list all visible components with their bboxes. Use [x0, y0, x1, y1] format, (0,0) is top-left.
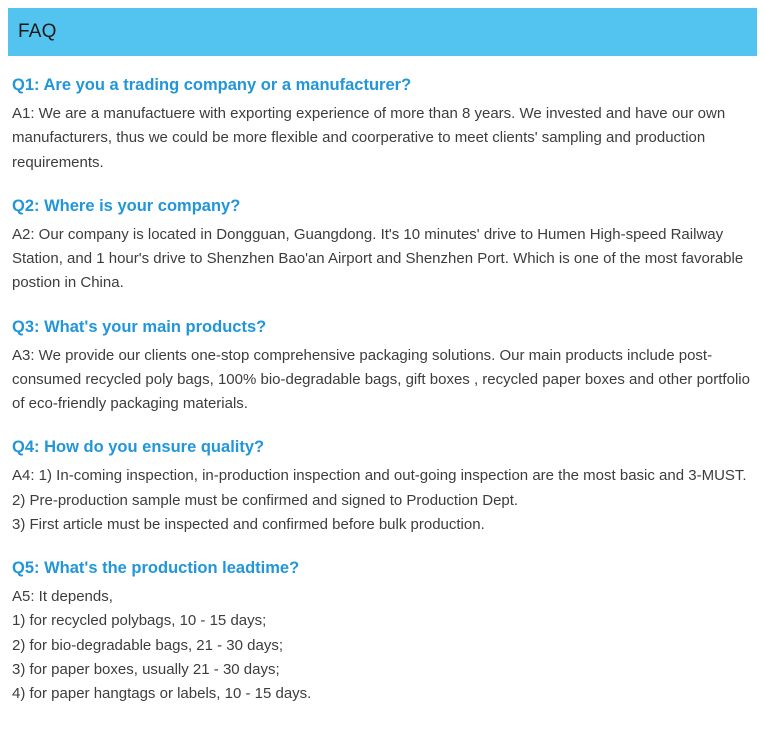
faq-answer	[12, 464, 751, 537]
faq-answer-line: 2) for bio-degradable bags, 21 - 30 days;	[12, 636, 284, 654]
faq-answer-line: 3) First article must be inspected and confirmed before bulk production.	[12, 515, 485, 533]
faq-content	[0, 56, 765, 707]
faq-item	[12, 74, 751, 175]
faq-item	[12, 195, 751, 296]
faq-answer	[12, 102, 751, 175]
faq-question: Q1: Are you a trading company or a manufacturer?	[12, 76, 412, 94]
faq-item	[12, 436, 751, 537]
faq-answer-line: 1) for recycled polybags, 10 - 15 days;	[12, 612, 267, 630]
faq-question: Q4: How do you ensure quality?	[12, 438, 265, 457]
faq-header-bar	[8, 8, 757, 56]
faq-page	[0, 8, 765, 756]
faq-answer-line: A5: It depends,	[12, 588, 113, 606]
faq-answer	[12, 344, 751, 417]
faq-answer-line: A2: Our company is located in Dongguan, Guangdong. It's 10 minutes' drive to Humen High-speed Railway Station, and 1 hour's drive to Shenzhen Bao'an Airport and Shenzhen Port. Which is one of the most favorable postion in China.	[12, 225, 744, 292]
faq-item	[12, 557, 751, 706]
faq-answer-line: A3: We provide our clients one-stop comprehensive packaging solutions. Our main products include post-consumed recycled poly bags, 100% bio-degradable bags, gift boxes , recycled paper boxes and other portfolio of eco-friendly packaging materials.	[12, 346, 750, 413]
page-title: FAQ	[18, 21, 57, 42]
faq-item	[12, 316, 751, 417]
faq-answer-line: A4: 1) In-coming inspection, in-production inspection and out-going inspection are the most basic and 3-MUST.	[12, 467, 747, 485]
faq-question: Q3: What's your main products?	[12, 317, 267, 336]
faq-answer	[12, 585, 751, 706]
faq-question: Q5: What's the production leadtime?	[12, 559, 300, 578]
faq-answer-line: 2) Pre-production sample must be confirmed and signed to Production Dept.	[12, 491, 519, 509]
faq-answer-line: 4) for paper hangtags or labels, 10 - 15 days.	[12, 685, 312, 703]
faq-question: Q2: Where is your company?	[12, 196, 241, 215]
faq-answer	[12, 223, 751, 296]
faq-answer-line: 3) for paper boxes, usually 21 - 30 days;	[12, 661, 280, 679]
faq-answer-line: A1: We are a manufactuere with exporting experience of more than 8 years. We invested and have our own manufacturers, thus we could be more flexible and coorperative to meet clients' sampling and production requirements.	[12, 104, 726, 171]
